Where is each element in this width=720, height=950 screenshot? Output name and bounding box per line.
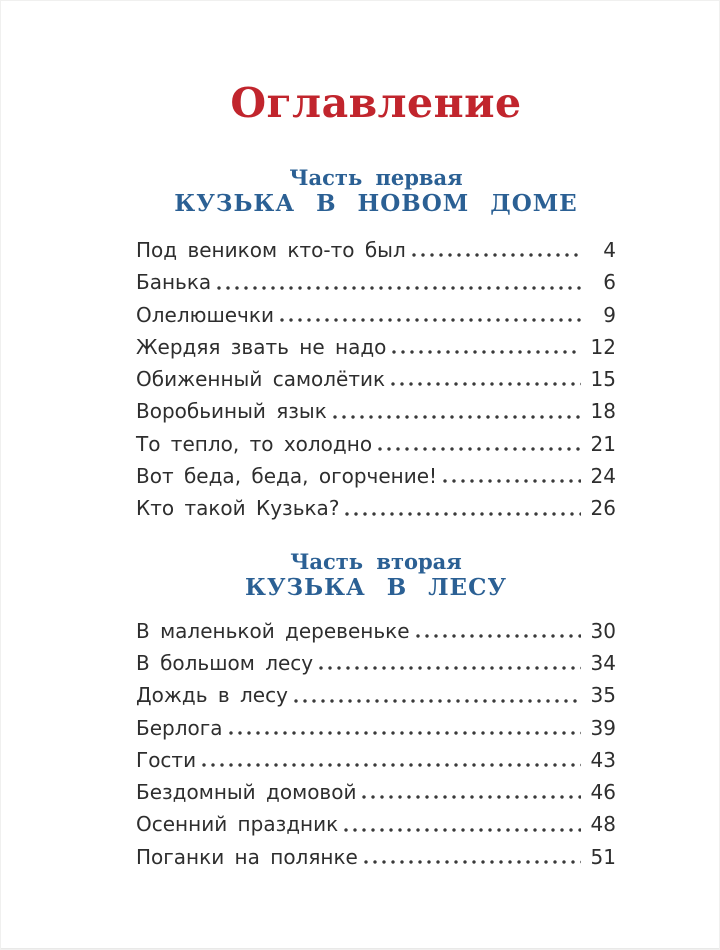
toc-entry (136, 299, 616, 331)
dot-leader (202, 761, 581, 769)
toc-entry-page: 43 (590, 747, 616, 772)
part-1-title: КУЗЬКА В НОВОМ ДОМЕ (174, 190, 578, 217)
toc-entry (136, 428, 616, 460)
toc-entry-title: Осенний праздник (136, 812, 339, 837)
dot-leader (333, 413, 581, 421)
toc-entry-title: Обиженный самолётик (136, 367, 386, 392)
toc-entry-page: 46 (590, 780, 616, 805)
toc-entry-title: Воробьиный язык (136, 399, 327, 424)
toc-entry-page: 30 (590, 618, 616, 643)
dot-leader (294, 697, 581, 705)
toc-entry-title: Банька (136, 270, 212, 295)
toc-entry-page: 18 (590, 399, 616, 424)
toc-entry (136, 331, 616, 363)
part-1-entries (136, 234, 616, 525)
toc-entry-page: 15 (590, 367, 616, 392)
dot-leader (344, 826, 581, 834)
dot-leader (364, 858, 581, 866)
toc-entry-title: Гости (136, 747, 197, 772)
toc-entry-page: 48 (590, 812, 616, 837)
dot-leader (319, 664, 581, 672)
dot-leader (412, 251, 581, 259)
toc-entry-page: 35 (590, 683, 616, 708)
toc-entry (136, 266, 616, 298)
dot-leader (391, 380, 581, 388)
toc-entry (136, 679, 616, 711)
toc-entry (136, 776, 616, 808)
toc-entry-title: Кто такой Кузька? (136, 496, 340, 521)
dot-leader (392, 348, 581, 356)
toc-entry-page: 6 (603, 270, 616, 295)
toc-entry-title: То тепло, то холодно (136, 431, 373, 456)
part-2-entries (136, 615, 616, 873)
toc-entry (136, 841, 616, 873)
toc-entry (136, 492, 616, 524)
part-2-title: КУЗЬКА В ЛЕСУ (244, 573, 508, 601)
toc-entry (136, 647, 616, 679)
toc-entry (136, 234, 616, 266)
toc-entry-page: 24 (590, 464, 616, 489)
toc-entry (136, 363, 616, 395)
toc-entry (136, 460, 616, 492)
toc-entry-page: 21 (590, 431, 616, 456)
toc-entry (136, 395, 616, 427)
toc-entry (136, 808, 616, 840)
dot-leader (229, 729, 581, 737)
page-title: Оглавление (230, 79, 522, 127)
dot-leader (378, 445, 581, 453)
toc-entry-page: 51 (590, 844, 616, 869)
toc-entry (136, 744, 616, 776)
toc-entry (136, 615, 616, 647)
toc-entry (136, 712, 616, 744)
toc-entry-page: 39 (590, 715, 616, 740)
toc-entry-title: В большом лесу (136, 650, 314, 675)
toc-entry-page: 4 (603, 238, 616, 262)
dot-leader (280, 316, 581, 324)
toc-entry-title: Под веником кто-то был (136, 238, 406, 262)
dot-leader (362, 793, 581, 801)
dot-leader (217, 284, 581, 292)
dot-leader (416, 632, 581, 640)
toc-entry-page: 12 (590, 334, 616, 359)
dot-leader (345, 510, 581, 518)
toc-entry-title: Дождь в лесу (136, 683, 288, 708)
toc-entry-title: Поганки на полянке (136, 844, 358, 869)
toc-entry-page: 26 (590, 496, 616, 521)
part-1-label: Часть первая (289, 165, 463, 190)
part-2-label: Часть вторая (290, 548, 462, 574)
toc-entry-title: Бездомный домовой (136, 780, 357, 805)
toc-entry-title: Олелюшечки (136, 302, 274, 327)
toc-entry-title: В маленькой деревеньке (136, 618, 410, 643)
dot-leader (443, 477, 581, 485)
toc-entry-title: Берлога (136, 715, 223, 740)
toc-entry-title: Жердяя звать не надо (136, 334, 387, 359)
toc-entry-title: Вот беда, беда, огорчение! (136, 464, 438, 489)
toc-entry-page: 34 (590, 650, 616, 675)
toc-entry-page: 9 (603, 302, 616, 327)
